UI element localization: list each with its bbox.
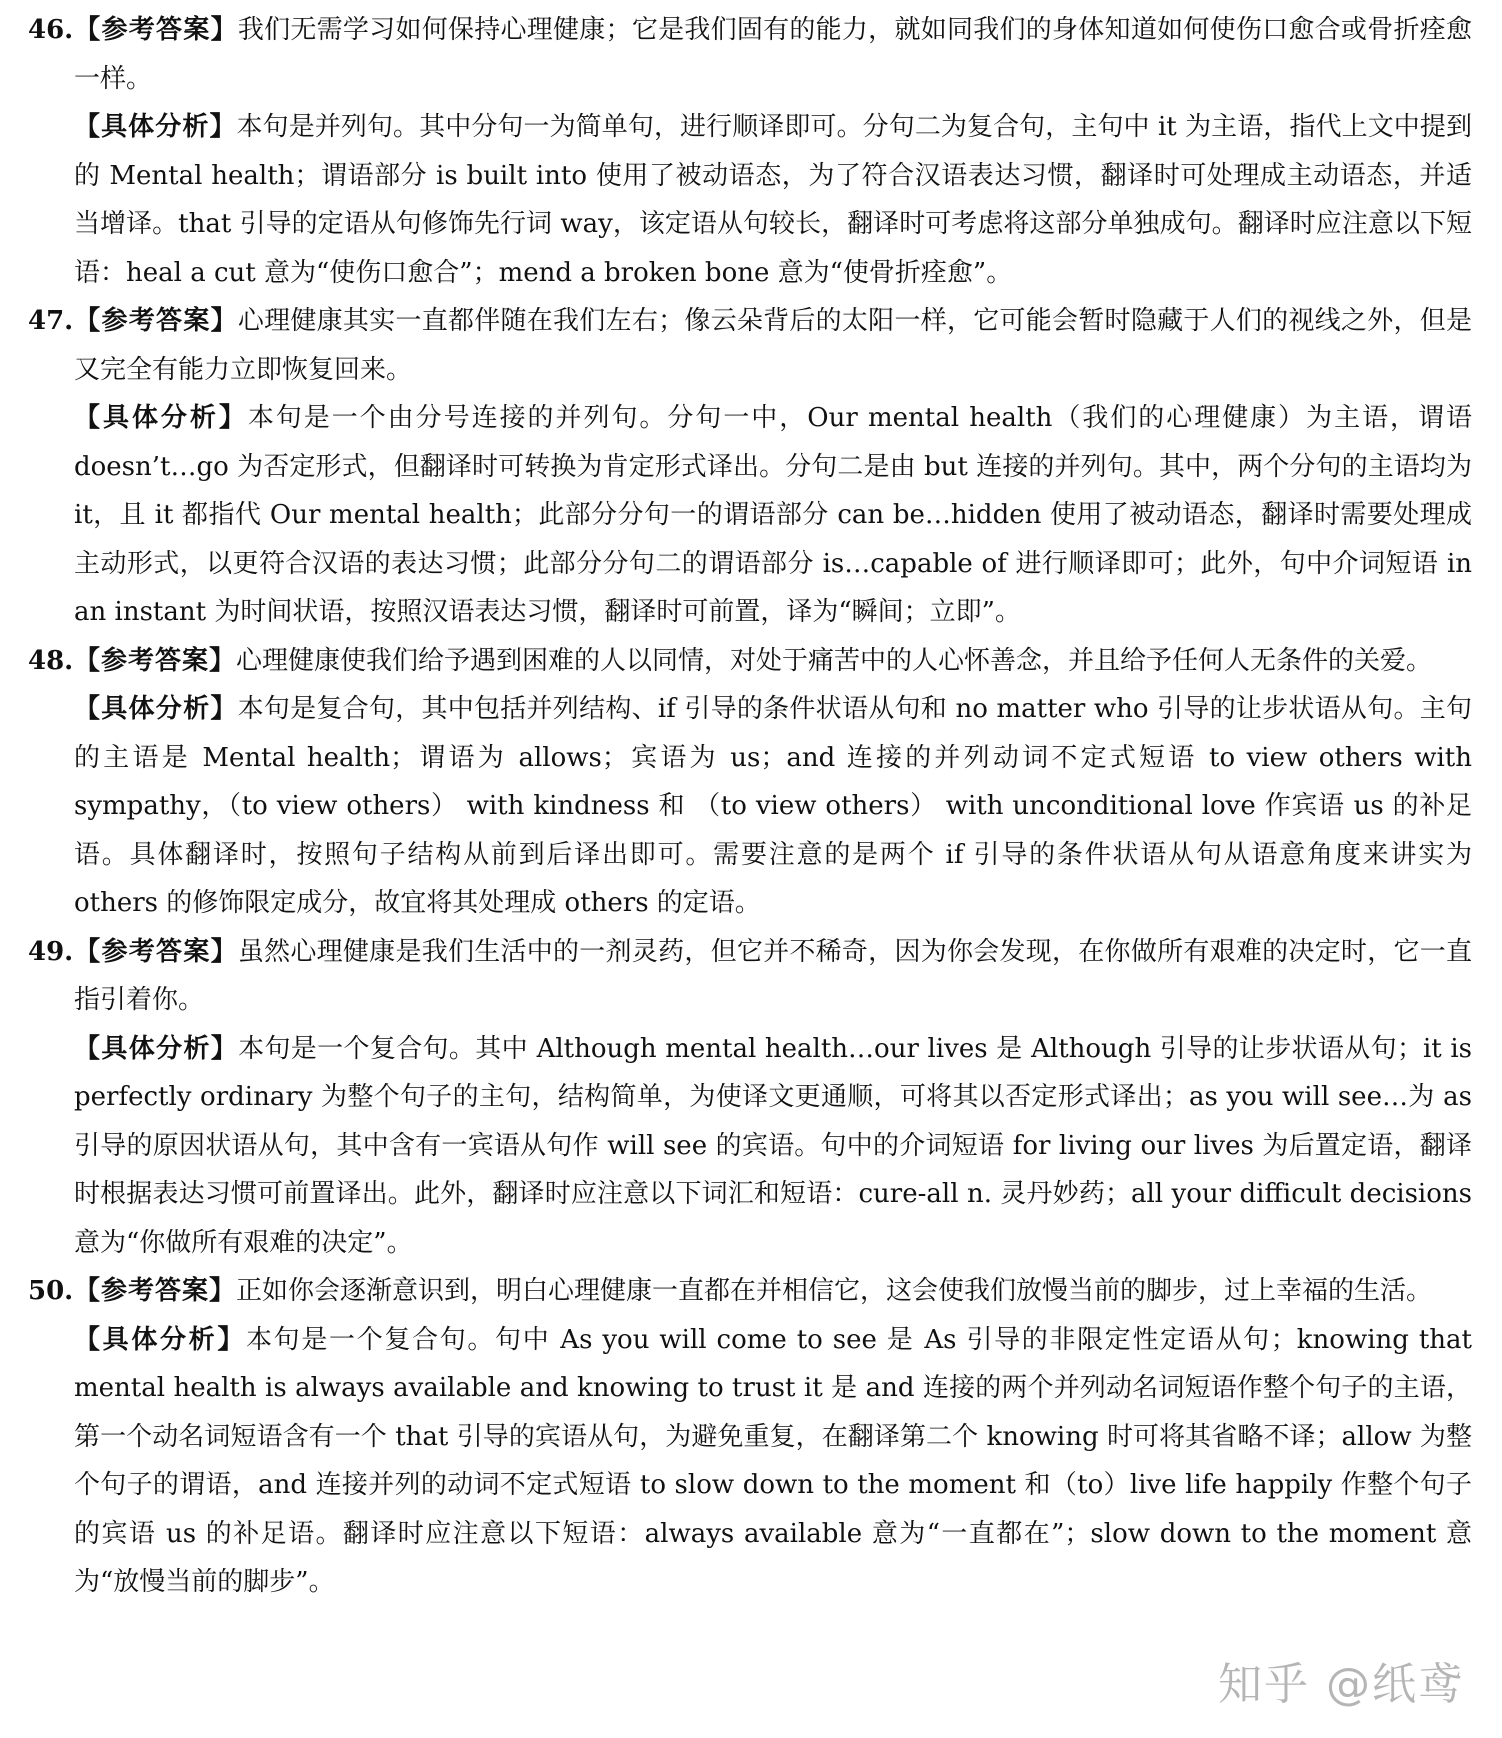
entry-48 [28, 637, 1472, 928]
analysis-text: 本句是一个复合句。句中 As you will come to see 是 As 引导的非限定性定语从句；knowing that mental health is always available and knowing to trust it 是 and 连接的两个并列动名词短语作整个句子的主语，第一个动名词短语含有一个 that 引导的宾语从句，为避免重复，在翻译第二个 knowing 时可将其省略不译；allow 为整个句子的谓语，and 连接并列的动词不定式短语 to slow down to the moment 和（to）live life happily 作整个句子的宾语 us 的补足语。翻译时应注意以下短语：always available 意为“一直都在”；slow down to the moment 意为“放慢当前的脚步”。 [74, 1324, 1472, 1597]
answer-tag: 【参考答案】 [74, 1276, 237, 1306]
answer-tag: 【参考答案】 [74, 645, 237, 676]
answer-text: 正如你会逐渐意识到，明白心理健康一直都在并相信它，这会使我们放慢当前的脚步，过上幸福的生活。 [236, 1276, 1433, 1306]
answer-tag: 【参考答案】 [74, 15, 238, 45]
answer-text: 心理健康其实一直都伴随在我们左右；像云朵背后的太阳一样，它可能会暂时隐藏于人们的视线之外，但是又完全有能力立即恢复回来。 [74, 306, 1472, 385]
answer-tag: 【参考答案】 [74, 306, 238, 336]
analysis-tag: 【具体分析】 [74, 1033, 239, 1064]
question-number: 47. [28, 306, 74, 336]
reference-answer [28, 297, 1472, 394]
entry-50 [28, 1267, 1472, 1607]
analysis-tag: 【具体分析】 [74, 1324, 247, 1355]
question-number: 50. [28, 1276, 74, 1306]
analysis-text: 本句是复合句，其中包括并列结构、if 引导的条件状语从句和 no matter who 引导的让步状语从句。主句的主语是 Mental health；谓语为 allows；宾语为 us；and 连接的并列动词不定式短语 to view others with sympathy，（to view others） with kindness 和 （to view others） with unconditional love 作宾语 us 的补足语。具体翻译时，按照句子结构从前到后译出即可。需要注意的是两个 if 引导的条件状语从句从语意角度来讲实为 others 的修饰限定成分，故宜将其处理成 others 的定语。 [74, 694, 1472, 918]
analysis-tag: 【具体分析】 [74, 112, 237, 142]
answer-tag: 【参考答案】 [74, 936, 238, 967]
detailed-analysis [28, 685, 1472, 928]
answer-text: 我们无需学习如何保持心理健康；它是我们固有的能力，就如同我们的身体知道如何使伤口愈合或骨折痊愈一样。 [74, 15, 1472, 94]
analysis-text: 本句是并列句。其中分句一为简单句，进行顺译即可。分句二为复合句，主句中 it 为主语，指代上文中提到的 Mental health；谓语部分 is built into 使用了被动语态，为了符合汉语表达习惯，翻译时可处理成主动语态，并适当增译。that 引导的定语从句修饰先行词 way，该定语从句较长，翻译时可考虑将这部分单独成句。翻译时应注意以下短语：heal a cut 意为“使伤口愈合”；mend a broken bone 意为“使骨折痊愈”。 [74, 112, 1472, 288]
question-number: 46. [28, 15, 74, 45]
reference-answer [28, 6, 1472, 103]
entry-46 [28, 6, 1472, 297]
reference-answer [28, 928, 1472, 1025]
question-number: 48. [28, 645, 74, 676]
detailed-analysis [28, 103, 1472, 297]
reference-answer [28, 1267, 1472, 1316]
detailed-analysis [28, 1025, 1472, 1268]
entry-49 [28, 928, 1472, 1268]
analysis-tag: 【具体分析】 [74, 403, 248, 433]
analysis-text: 本句是一个由分号连接的并列句。分句一中，Our mental health（我们的心理健康）为主语，谓语 doesn’t…go 为否定形式，但翻译时可转换为肯定形式译出。分句二是由 but 连接的并列句。其中，两个分句的主语均为 it，且 it 都指代 Our mental health；此部分分句一的谓语部分 can be…hidden 使用了被动语态，翻译时需要处理成主动形式，以更符合汉语的表达习惯；此部分分句二的谓语部分 is…capable of 进行顺译即可；此外，句中介词短语 in an instant 为时间状语，按照汉语表达习惯，翻译时可前置，译为“瞬间；立即”。 [74, 403, 1472, 627]
answer-key-page [28, 6, 1472, 1607]
zhihu-watermark: 知乎 @纸鸢 [1218, 1659, 1464, 1710]
detailed-analysis [28, 394, 1472, 637]
entry-47 [28, 297, 1472, 637]
question-number: 49. [28, 936, 74, 967]
analysis-text: 本句是一个复合句。其中 Although mental health…our lives 是 Although 引导的让步状语从句；it is perfectly ordinary 为整个句子的主句，结构简单，为使译文更通顺，可将其以否定形式译出；as you will see…为 as 引导的原因状语从句，其中含有一宾语从句作 will see 的宾语。句中的介词短语 for living our lives 为后置定语，翻译时根据表达习惯可前置译出。此外，翻译时应注意以下词汇和短语：cure-all n. 灵丹妙药；all your difficult decisions 意为“你做所有艰难的决定”。 [74, 1033, 1472, 1258]
analysis-tag: 【具体分析】 [74, 694, 238, 724]
reference-answer [28, 637, 1472, 686]
detailed-analysis [28, 1316, 1472, 1607]
answer-text: 虽然心理健康是我们生活中的一剂灵药，但它并不稀奇，因为你会发现，在你做所有艰难的决定时，它一直指引着你。 [74, 936, 1472, 1015]
answer-text: 心理健康使我们给予遇到困难的人以同情，对处于痛苦中的人心怀善念，并且给予任何人无条件的关爱。 [236, 645, 1433, 676]
